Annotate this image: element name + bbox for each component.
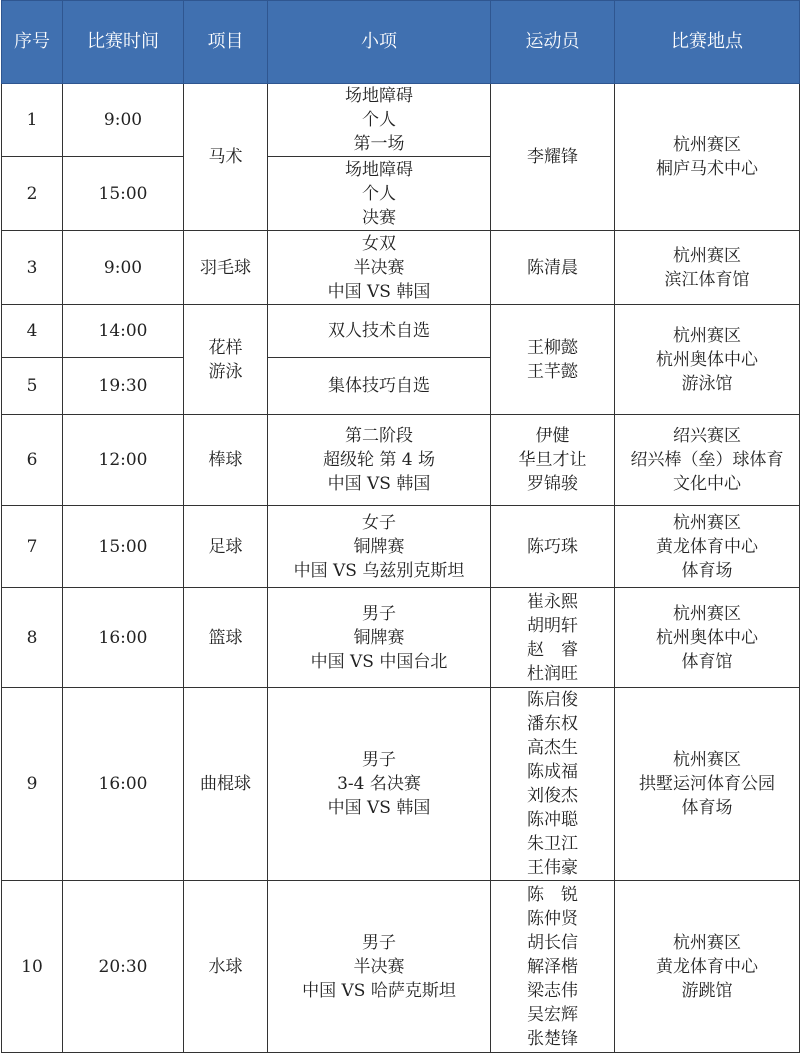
cell-sport: 马术 [184, 84, 268, 231]
cell-event: 双人技术自选 [268, 305, 491, 358]
cell-time: 15:00 [63, 506, 184, 588]
cell-sport: 花样 游泳 [184, 305, 268, 415]
cell-venue: 绍兴赛区 绍兴棒（垒）球体育 文化中心 [615, 415, 800, 506]
cell-athletes: 崔永熙 胡明轩 赵 睿 杜润旺 [491, 588, 615, 688]
cell-athletes: 陈巧珠 [491, 506, 615, 588]
cell-venue: 杭州赛区 滨江体育馆 [615, 231, 800, 305]
col-sport: 项目 [184, 1, 268, 84]
cell-no: 1 [2, 84, 63, 157]
cell-event: 集体技巧自选 [268, 358, 491, 415]
table-row [2, 688, 800, 881]
cell-no: 7 [2, 506, 63, 588]
cell-athletes: 陈清晨 [491, 231, 615, 305]
cell-athletes: 李耀锋 [491, 84, 615, 231]
cell-venue: 杭州赛区 杭州奥体中心 游泳馆 [615, 305, 800, 415]
cell-event: 男子 3-4 名决赛 中国 VS 韩国 [268, 688, 491, 881]
cell-athletes: 陈 锐 陈仲贤 胡长信 解泽楷 梁志伟 吴宏辉 张楚锋 [491, 881, 615, 1053]
cell-sport: 羽毛球 [184, 231, 268, 305]
cell-sport: 水球 [184, 881, 268, 1053]
cell-no: 9 [2, 688, 63, 881]
cell-time: 20:30 [63, 881, 184, 1053]
cell-event: 男子 铜牌赛 中国 VS 中国台北 [268, 588, 491, 688]
cell-no: 5 [2, 358, 63, 415]
cell-time: 16:00 [63, 688, 184, 881]
header-row [2, 1, 800, 84]
col-athletes: 运动员 [491, 1, 615, 84]
table-row [2, 881, 800, 1053]
cell-event: 场地障碍 个人 第一场 [268, 84, 491, 157]
cell-time: 12:00 [63, 415, 184, 506]
cell-time: 19:30 [63, 358, 184, 415]
col-time: 比赛时间 [63, 1, 184, 84]
table-row [2, 84, 800, 157]
cell-no: 2 [2, 157, 63, 231]
cell-event: 男子 半决赛 中国 VS 哈萨克斯坦 [268, 881, 491, 1053]
cell-no: 6 [2, 415, 63, 506]
col-event: 小项 [268, 1, 491, 84]
cell-sport: 曲棍球 [184, 688, 268, 881]
cell-venue: 杭州赛区 拱墅运河体育公园 体育场 [615, 688, 800, 881]
cell-no: 3 [2, 231, 63, 305]
cell-athletes: 陈启俊 潘东权 高杰生 陈成福 刘俊杰 陈冲聪 朱卫江 王伟豪 [491, 688, 615, 881]
table-row [2, 415, 800, 506]
cell-event: 女双 半决赛 中国 VS 韩国 [268, 231, 491, 305]
cell-sport: 篮球 [184, 588, 268, 688]
cell-time: 9:00 [63, 84, 184, 157]
cell-venue: 杭州赛区 桐庐马术中心 [615, 84, 800, 231]
cell-athletes: 伊健 华旦才让 罗锦骏 [491, 415, 615, 506]
col-venue: 比赛地点 [615, 1, 800, 84]
cell-no: 4 [2, 305, 63, 358]
table-row [2, 506, 800, 588]
cell-time: 9:00 [63, 231, 184, 305]
cell-event: 场地障碍 个人 决赛 [268, 157, 491, 231]
cell-event: 第二阶段 超级轮 第 4 场 中国 VS 韩国 [268, 415, 491, 506]
table-row [2, 588, 800, 688]
cell-no: 10 [2, 881, 63, 1053]
table-row [2, 305, 800, 358]
table-row [2, 231, 800, 305]
cell-time: 16:00 [63, 588, 184, 688]
cell-venue: 杭州赛区 杭州奥体中心 体育馆 [615, 588, 800, 688]
col-no: 序号 [2, 1, 63, 84]
cell-event: 女子 铜牌赛 中国 VS 乌兹别克斯坦 [268, 506, 491, 588]
cell-no: 8 [2, 588, 63, 688]
cell-time: 15:00 [63, 157, 184, 231]
schedule-table [1, 0, 800, 1053]
cell-athletes: 王柳懿 王芊懿 [491, 305, 615, 415]
cell-time: 14:00 [63, 305, 184, 358]
cell-sport: 足球 [184, 506, 268, 588]
cell-venue: 杭州赛区 黄龙体育中心 体育场 [615, 506, 800, 588]
cell-venue: 杭州赛区 黄龙体育中心 游跳馆 [615, 881, 800, 1053]
cell-sport: 棒球 [184, 415, 268, 506]
